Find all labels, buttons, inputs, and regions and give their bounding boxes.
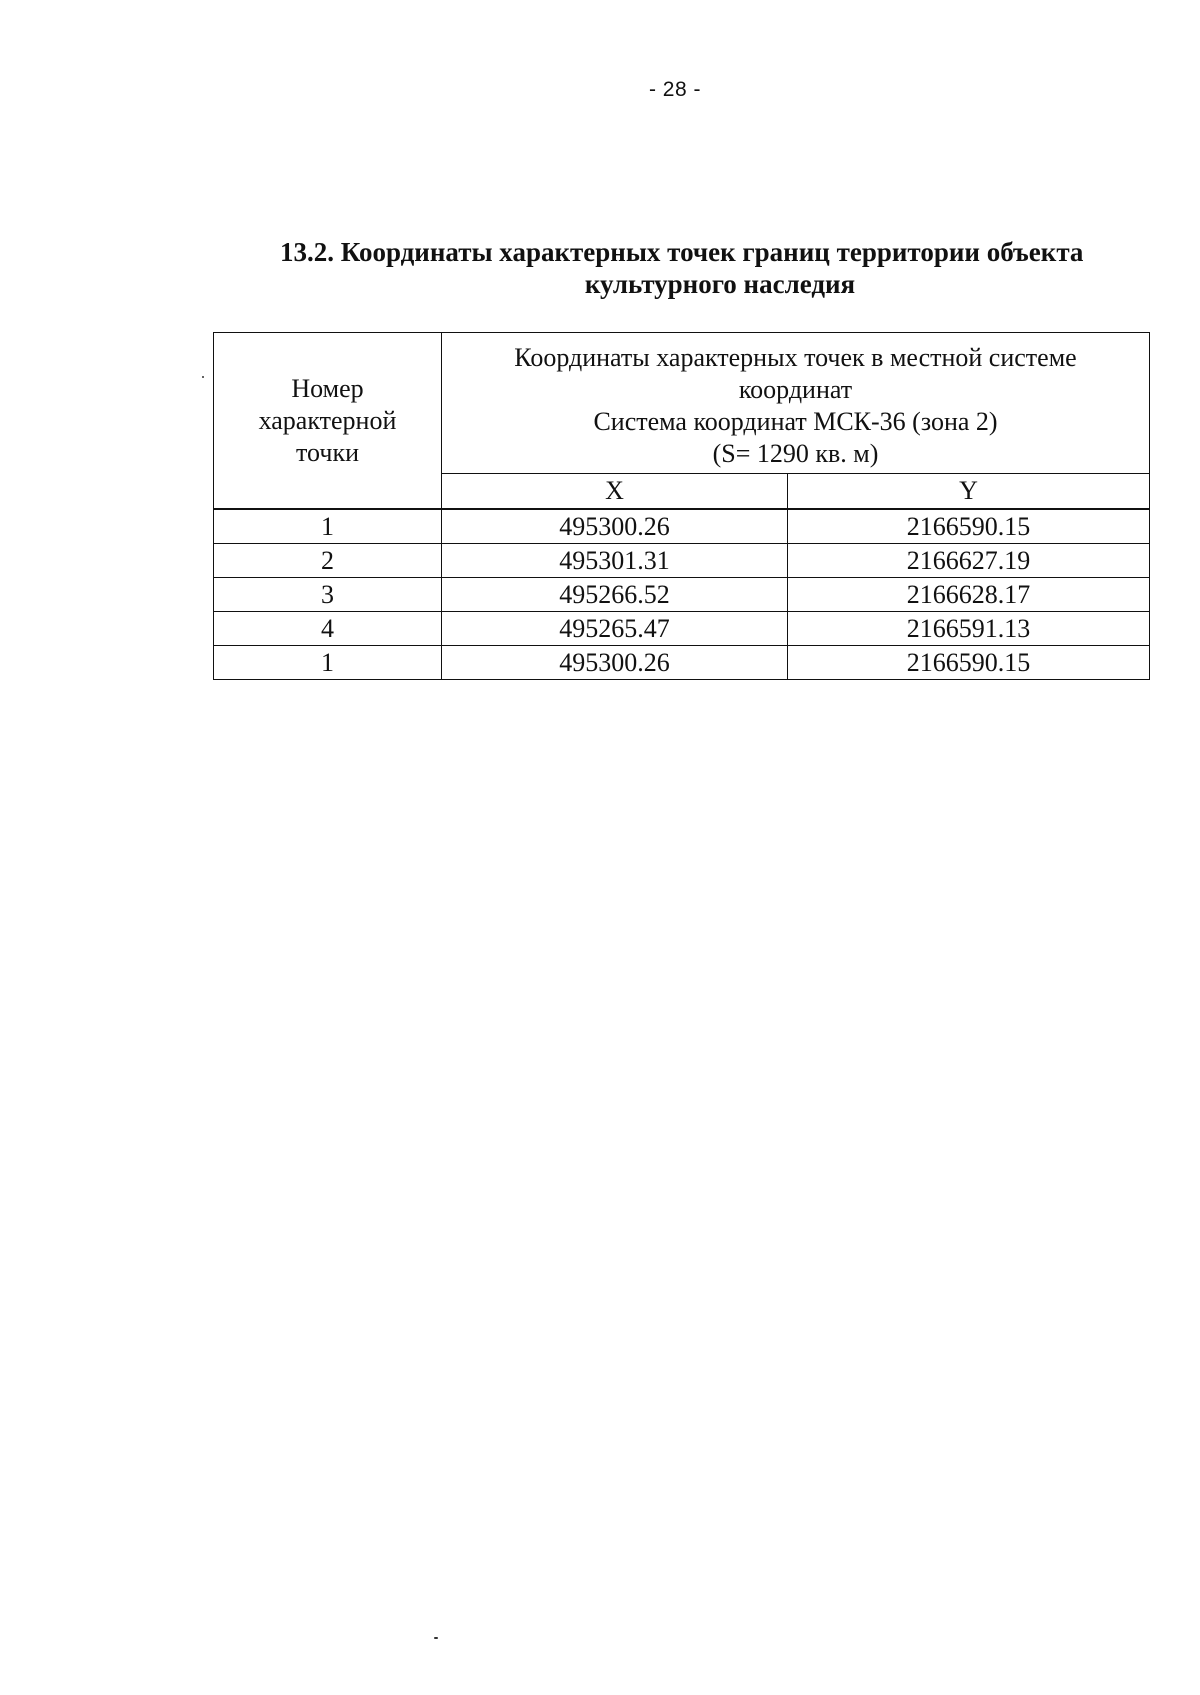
section-title-line-2: культурного наследия: [584, 269, 856, 299]
scan-speck: [202, 376, 204, 378]
coord-header-line: Координаты характерных точек в местной системе: [514, 343, 1077, 372]
x-coordinate-cell: 495301.31: [442, 544, 788, 578]
coord-header-line: Система координат МСК-36 (зона 2): [593, 407, 998, 436]
coordinates-table: [213, 332, 1150, 680]
x-coordinate-cell: 495300.26: [442, 646, 788, 680]
table-row: [214, 544, 1150, 578]
column-y-header: Y: [788, 474, 1150, 510]
x-coordinate-cell: 495266.52: [442, 578, 788, 612]
table-header-row: [214, 333, 1150, 474]
x-coordinate-cell: 495300.26: [442, 509, 788, 544]
point-number-cell: 2: [214, 544, 442, 578]
y-coordinate-cell: 2166590.15: [788, 646, 1150, 680]
scan-speck: [434, 1637, 438, 1639]
point-number-cell: 1: [214, 646, 442, 680]
point-header-line: Номер: [291, 373, 364, 403]
table-row: [214, 509, 1150, 544]
y-coordinate-cell: 2166590.15: [788, 509, 1150, 544]
table-row: [214, 646, 1150, 680]
column-x-header: X: [442, 474, 788, 510]
coordinates-header: [442, 333, 1150, 474]
x-coordinate-cell: 495265.47: [442, 612, 788, 646]
point-header-line: точки: [296, 437, 359, 467]
y-coordinate-cell: 2166627.19: [788, 544, 1150, 578]
point-number-cell: 1: [214, 509, 442, 544]
page-number: - 28 -: [648, 78, 701, 101]
point-number-cell: 4: [214, 612, 442, 646]
y-coordinate-cell: 2166591.13: [788, 612, 1150, 646]
table-row: [214, 612, 1150, 646]
point-number-header: [214, 333, 442, 510]
section-title-line-1: 13.2. Координаты характерных точек границ территории объекта: [280, 237, 1084, 267]
y-coordinate-cell: 2166628.17: [788, 578, 1150, 612]
point-number-cell: 3: [214, 578, 442, 612]
point-header-line: характерной: [258, 405, 397, 435]
section-title: [280, 236, 1160, 300]
table-row: [214, 578, 1150, 612]
coord-header-line: (S= 1290 кв. м): [712, 439, 879, 468]
coord-header-line: координат: [738, 375, 853, 404]
